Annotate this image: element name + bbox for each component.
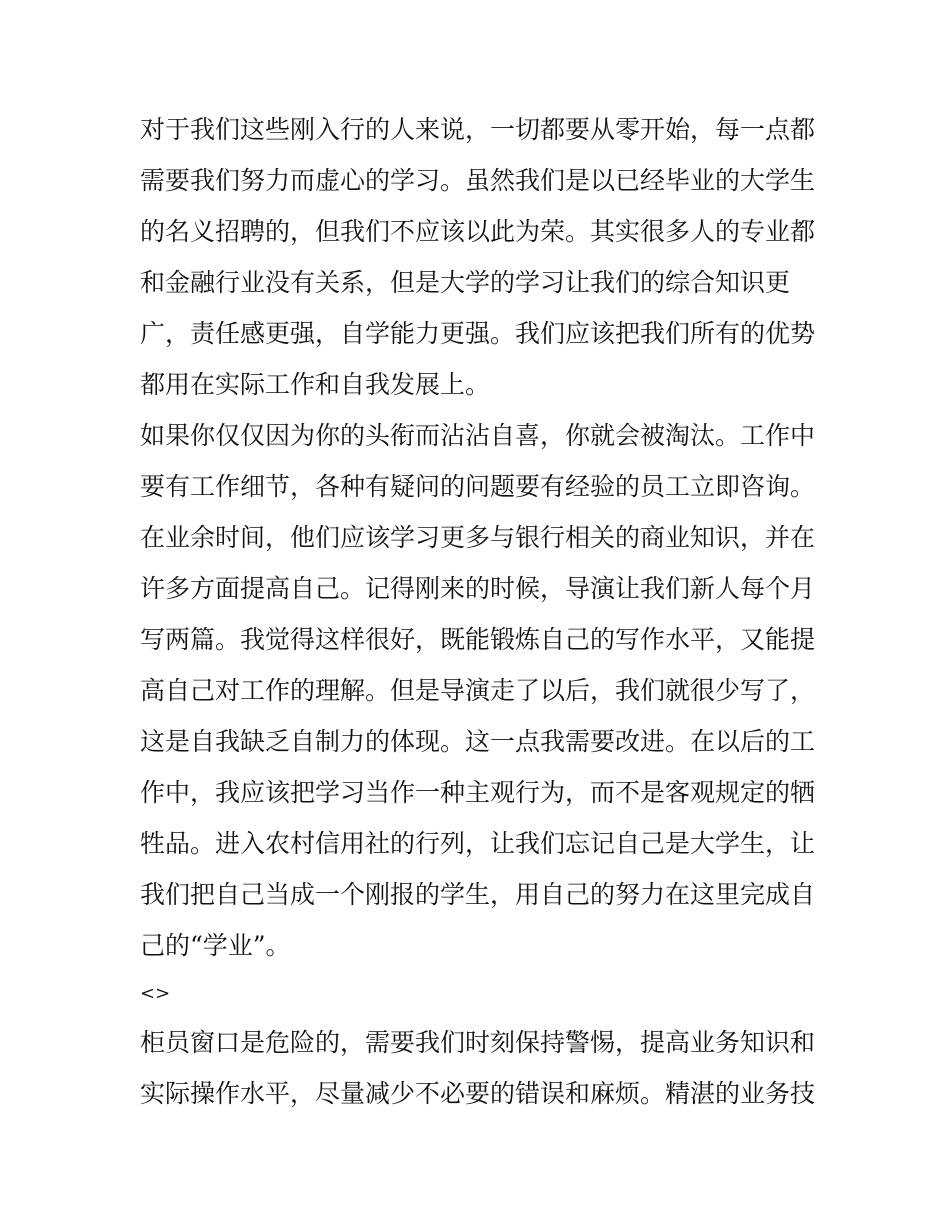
text-line: 在业余时间，他们应该学习更多与银行相关的商业知识，并在 bbox=[140, 523, 816, 552]
text-line: 许多方面提高自己。记得刚来的时候，导演让我们新人每个月 bbox=[140, 574, 816, 603]
text-line: 己的“学业”。 bbox=[140, 931, 291, 960]
text-line: 如果你仅仅因为你的头衔而沾沾自喜，你就会被淘汰。工作中 bbox=[140, 421, 816, 450]
text-line: 这是自我缺乏自制力的体现。这一点我需要改进。在以后的工 bbox=[140, 727, 816, 756]
text-line: 要有工作细节，各种有疑问的问题要有经验的员工立即咨询。 bbox=[140, 472, 816, 501]
text-line: 实际操作水平，尽量减少不必要的错误和麻烦。精湛的业务技 bbox=[140, 1079, 816, 1108]
text-line: 写两篇。我觉得这样很好，既能锻炼自己的写作水平，又能提 bbox=[140, 625, 816, 654]
text-line: 我们把自己当成一个刚报的学生，用自己的努力在这里完成自 bbox=[140, 880, 816, 909]
text-line: 需要我们努力而虚心的学习。虽然我们是以已经毕业的大学生 bbox=[140, 166, 816, 195]
text-line: 对于我们这些刚入行的人来说，一切都要从零开始，每一点都 bbox=[140, 115, 816, 144]
text-line: 高自己对工作的理解。但是导演走了以后，我们就很少写了， bbox=[140, 676, 816, 705]
document-body bbox=[140, 104, 820, 1119]
text-line: 都用在实际工作和自我发展上。 bbox=[140, 370, 491, 399]
text-line: 作中，我应该把学习当作一种主观行为，而不是客观规定的牺 bbox=[140, 778, 816, 807]
text-line: 牲品。进入农村信用社的行列，让我们忘记自己是大学生，让 bbox=[140, 829, 816, 858]
text-line: 和金融行业没有关系，但是大学的学习让我们的综合知识更 bbox=[140, 268, 791, 297]
text-line: 柜员窗口是危险的，需要我们时刻保持警惕，提高业务知识和 bbox=[140, 1028, 816, 1057]
text-line: 的名义招聘的，但我们不应该以此为荣。其实很多人的专业都 bbox=[140, 217, 816, 246]
text-line: 广，责任感更强，自学能力更强。我们应该把我们所有的优势 bbox=[140, 319, 816, 348]
separator-marker: <> bbox=[140, 983, 171, 1004]
